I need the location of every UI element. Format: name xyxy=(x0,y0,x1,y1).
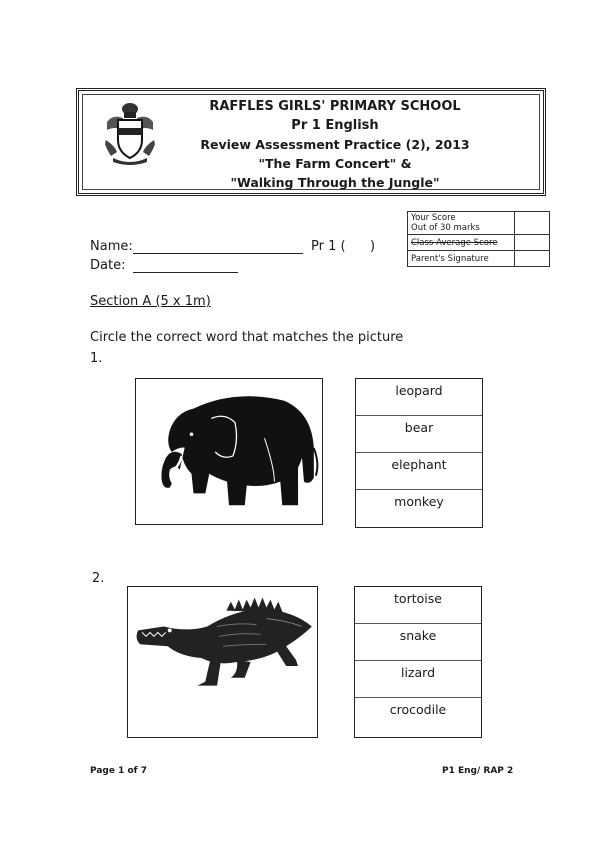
subject-title: Pr 1 English xyxy=(291,118,379,133)
out-of-label: Out of 30 marks xyxy=(411,223,480,233)
section-title: Section A (5 x 1m) xyxy=(90,294,211,309)
option-tortoise[interactable]: tortoise xyxy=(355,587,481,624)
class-field[interactable] xyxy=(350,239,366,253)
parent-signature-cell[interactable] xyxy=(515,251,550,267)
option-lizard[interactable]: lizard xyxy=(355,661,481,698)
unit-title-line-2: "Walking Through the Jungle" xyxy=(230,175,440,190)
option-snake[interactable]: snake xyxy=(355,624,481,661)
score-label-cell xyxy=(408,212,515,235)
option-bear[interactable]: bear xyxy=(356,416,482,453)
instruction-text: Circle the correct word that matches the picture xyxy=(90,330,404,345)
question-number: 1. xyxy=(90,351,103,366)
question-number: 2. xyxy=(92,571,105,586)
date-label: Date: xyxy=(90,258,126,273)
school-name: RAFFLES GIRLS' PRIMARY SCHOOL xyxy=(209,99,461,114)
class-label: Pr 1 ( xyxy=(311,239,346,254)
unit-title-line-1: "The Farm Concert" & xyxy=(258,156,412,171)
parent-signature-label: Parent's Signature xyxy=(408,251,515,267)
question-picture xyxy=(135,378,323,525)
name-label: Name: xyxy=(90,239,133,254)
your-score-label: Your Score xyxy=(411,213,456,223)
option-crocodile[interactable]: crocodile xyxy=(389,702,447,717)
score-table xyxy=(407,211,550,267)
crocodile-icon xyxy=(128,587,317,737)
option-monkey[interactable]: monkey xyxy=(394,494,444,509)
name-field[interactable] xyxy=(133,239,303,254)
date-field[interactable] xyxy=(133,258,238,273)
answer-options xyxy=(354,586,482,738)
document-code: P1 Eng/ RAP 2 xyxy=(442,766,514,776)
elephant-icon xyxy=(136,379,322,524)
school-crest-icon xyxy=(103,100,157,166)
class-average-value-cell xyxy=(515,235,550,251)
assessment-title: Review Assessment Practice (2), 2013 xyxy=(200,137,470,152)
class-close-label: ) xyxy=(370,239,376,254)
page-number: Page 1 of 7 xyxy=(90,766,147,776)
score-value-cell[interactable] xyxy=(515,212,550,235)
option-elephant[interactable]: elephant xyxy=(356,453,482,490)
option-leopard[interactable]: leopard xyxy=(356,379,482,416)
answer-options xyxy=(355,378,483,528)
question-picture xyxy=(127,586,318,738)
class-average-label: Class Average Score xyxy=(408,235,515,251)
